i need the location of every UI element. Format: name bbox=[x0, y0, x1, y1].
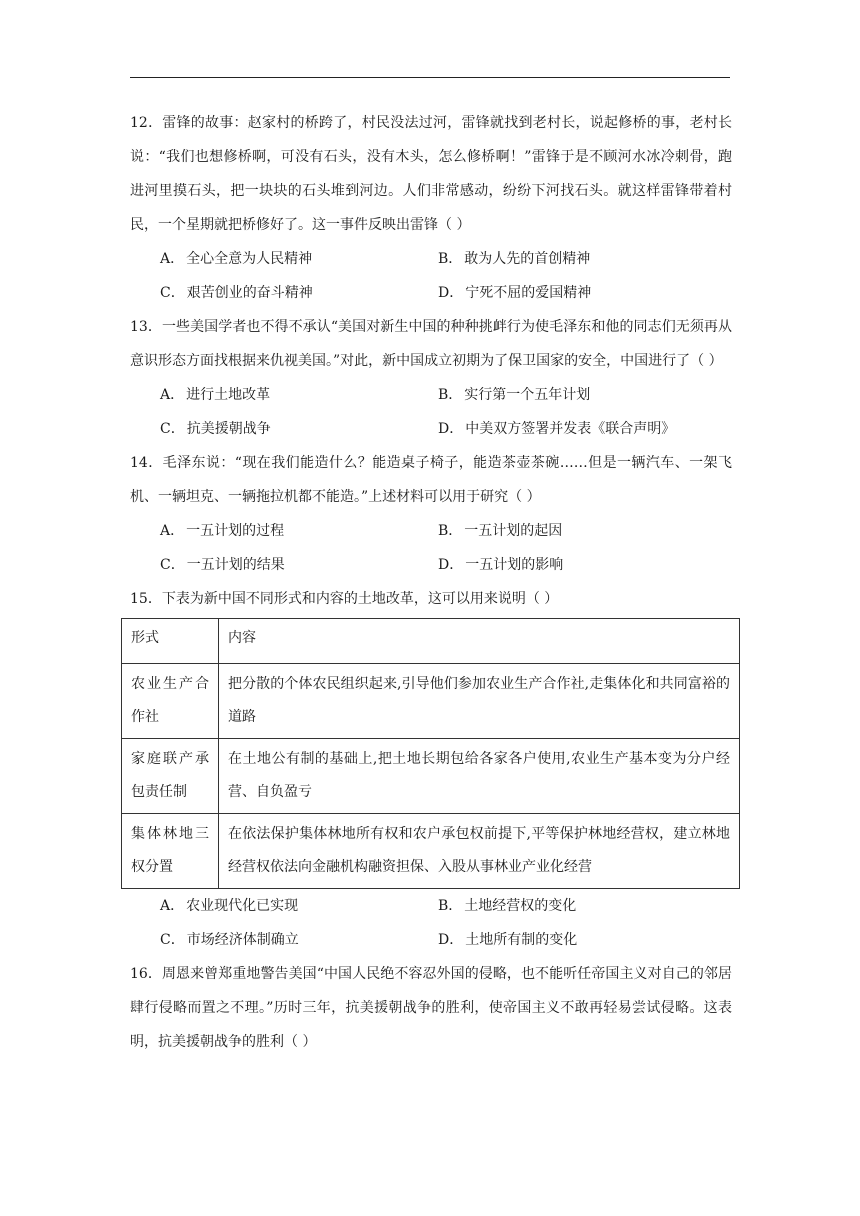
table-cell-form: 集体林地三权分置 bbox=[122, 814, 219, 889]
option-text: 宁死不屈的爱国精神 bbox=[465, 285, 592, 301]
option-d[interactable] bbox=[438, 276, 758, 310]
option-text: 全心全意为人民精神 bbox=[186, 251, 313, 267]
option-c[interactable] bbox=[160, 412, 438, 446]
option-text: 一五计划的过程 bbox=[186, 523, 285, 539]
option-d[interactable] bbox=[438, 923, 758, 957]
option-mark: B． bbox=[438, 251, 463, 267]
option-b[interactable] bbox=[438, 242, 758, 276]
option-c[interactable] bbox=[160, 276, 438, 310]
option-mark: C． bbox=[160, 421, 185, 437]
option-a[interactable] bbox=[160, 514, 438, 548]
option-text: 一五计划的起因 bbox=[464, 523, 563, 539]
option-text: 市场经济体制确立 bbox=[186, 932, 299, 948]
options-grid bbox=[160, 514, 732, 582]
option-d[interactable] bbox=[438, 412, 758, 446]
options-grid bbox=[160, 889, 732, 957]
option-text: 土地经营权的变化 bbox=[464, 898, 577, 914]
option-text: 抗美援朝战争 bbox=[186, 421, 271, 437]
table-cell-form: 家庭联产承包责任制 bbox=[122, 739, 219, 814]
options-grid bbox=[160, 242, 732, 310]
option-text: 敢为人先的首创精神 bbox=[464, 251, 591, 267]
option-mark: D． bbox=[438, 421, 464, 437]
option-c[interactable] bbox=[160, 548, 438, 582]
table-row bbox=[122, 739, 740, 814]
option-mark: A． bbox=[160, 523, 185, 539]
question-15 bbox=[130, 582, 732, 957]
question-stem: 15．下表为新中国不同形式和内容的土地改革，这可以用来说明（ ） bbox=[130, 591, 559, 607]
option-mark: D． bbox=[438, 285, 464, 301]
table-header-form: 形式 bbox=[122, 619, 219, 664]
option-mark: C． bbox=[160, 285, 185, 301]
option-a[interactable] bbox=[160, 889, 438, 923]
option-mark: B． bbox=[438, 523, 463, 539]
table-row bbox=[122, 664, 740, 739]
option-text: 土地所有制的变化 bbox=[465, 932, 578, 948]
table-cell-content: 在土地公有制的基础上,把土地长期包给各家各户使用,农业生产基本变为分户经营、自负盈亏 bbox=[219, 739, 740, 814]
option-text: 进行土地改革 bbox=[186, 387, 271, 403]
table-header-row bbox=[122, 619, 740, 664]
option-b[interactable] bbox=[438, 378, 758, 412]
option-d[interactable] bbox=[438, 548, 758, 582]
option-mark: D． bbox=[438, 932, 464, 948]
option-b[interactable] bbox=[438, 889, 758, 923]
header-rule bbox=[130, 77, 730, 78]
option-text: 艰苦创业的奋斗精神 bbox=[186, 285, 313, 301]
option-mark: A． bbox=[160, 387, 185, 403]
option-text: 一五计划的影响 bbox=[465, 557, 564, 573]
option-text: 实行第一个五年计划 bbox=[464, 387, 591, 403]
option-b[interactable] bbox=[438, 514, 758, 548]
question-stem: 16．周恩来曾郑重地警告美国“中国人民绝不容忍外国的侵略，也不能听任帝国主义对自己的邻居肆行侵略而置之不理。”历时三年，抗美援朝战争的胜利，使帝国主义不敢再轻易尝试侵略。这表明，抗美援朝战争的胜利（ ） bbox=[130, 966, 732, 1050]
table-cell-form: 农业生产合作社 bbox=[122, 664, 219, 739]
option-c[interactable] bbox=[160, 923, 438, 957]
options-grid bbox=[160, 378, 732, 446]
option-mark: B． bbox=[438, 387, 463, 403]
option-text: 一五计划的结果 bbox=[186, 557, 285, 573]
question-page bbox=[130, 106, 732, 1059]
option-a[interactable] bbox=[160, 378, 438, 412]
option-mark: C． bbox=[160, 557, 185, 573]
table-header-content: 内容 bbox=[219, 619, 740, 664]
option-a[interactable] bbox=[160, 242, 438, 276]
table-row bbox=[122, 814, 740, 889]
question-16 bbox=[130, 957, 732, 1059]
land-reform-table bbox=[121, 618, 740, 889]
question-stem: 14．毛泽东说：“现在我们能造什么？能造桌子椅子，能造茶壶茶碗……但是一辆汽车、一架飞机、一辆坦克、一辆拖拉机都不能造。”上述材料可以用于研究（ ） bbox=[130, 455, 732, 505]
option-mark: A． bbox=[160, 251, 185, 267]
question-14 bbox=[130, 446, 732, 582]
option-text: 中美双方签署并发表《联合声明》 bbox=[465, 421, 676, 437]
option-mark: A． bbox=[160, 898, 185, 914]
question-stem: 13．一些美国学者也不得不承认“美国对新生中国的种种挑衅行为使毛泽东和他的同志们无须再从意识形态方面找根据来仇视美国。”对此，新中国成立初期为了保卫国家的安全，中国进行了（ ） bbox=[130, 319, 732, 369]
table-cell-content: 在依法保护集体林地所有权和农户承包权前提下,平等保护林地经营权，建立林地经营权依法向金融机构融资担保、入股从事林业产业化经营 bbox=[219, 814, 740, 889]
question-stem: 12．雷锋的故事：赵家村的桥跨了，村民没法过河，雷锋就找到老村长，说起修桥的事，老村长说：“我们也想修桥啊，可没有石头，没有木头，怎么修桥啊！”雷锋于是不顾河水冰冷刺骨，跑进河里摸石头，把一块块的石头堆到河边。人们非常感动，纷纷下河找石头。就这样雷锋带着村民，一个星期就把桥修好了。这一事件反映出雷锋（ ） bbox=[130, 115, 732, 233]
table-cell-content: 把分散的个体农民组织起来,引导他们参加农业生产合作社,走集体化和共同富裕的道路 bbox=[219, 664, 740, 739]
option-text: 农业现代化已实现 bbox=[186, 898, 299, 914]
option-mark: B． bbox=[438, 898, 463, 914]
question-12 bbox=[130, 106, 732, 310]
question-13 bbox=[130, 310, 732, 446]
option-mark: C． bbox=[160, 932, 185, 948]
option-mark: D． bbox=[438, 557, 464, 573]
